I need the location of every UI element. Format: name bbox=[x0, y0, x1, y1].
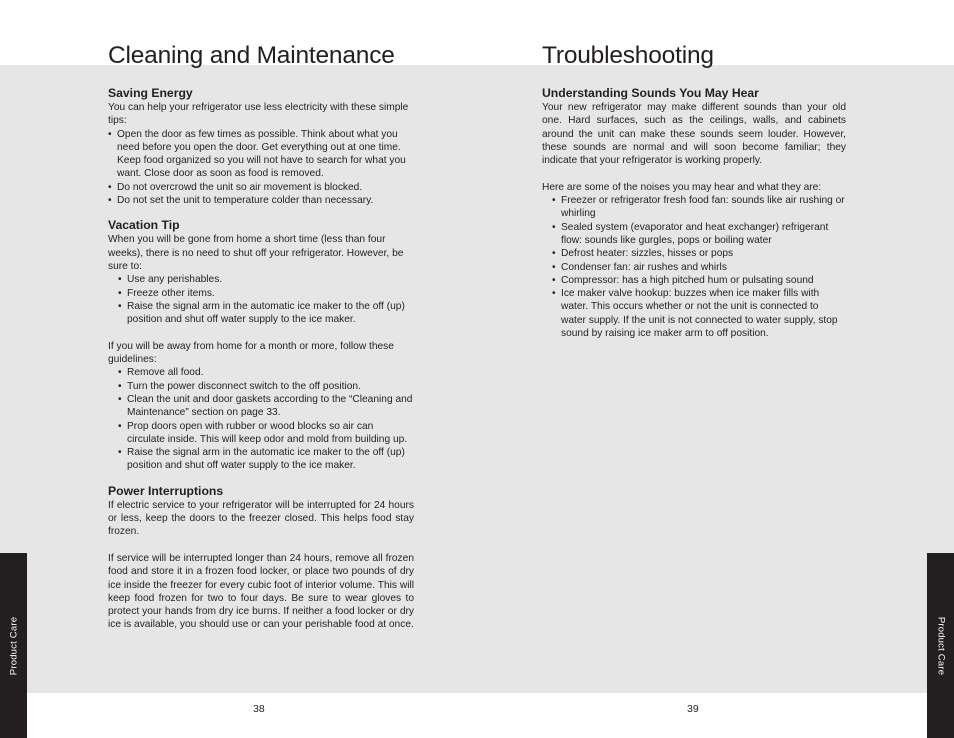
vacation-long-intro: If you will be away from home for a month or more, follow these guidelines: bbox=[108, 340, 394, 366]
left-side-tab bbox=[0, 553, 27, 738]
list-item: • Turn the power disconnect switch to the off position. bbox=[118, 380, 414, 393]
sounds-intro2: Here are some of the noises you may hear and what they are: bbox=[542, 181, 822, 193]
list-item: • Remove all food. bbox=[118, 366, 414, 379]
list-item: • Freezer or refrigerator fresh food fan: sounds like air rushing or whirling bbox=[552, 194, 846, 221]
right-side-tab-label: Product Care bbox=[935, 616, 946, 675]
saving-energy-heading: Saving Energy bbox=[108, 86, 193, 100]
vacation-tip-intro: When you will be gone from home a short time (less than four weeks), there is no need to shut off your refrigerator. However, be sure to: bbox=[108, 234, 404, 272]
list-item: • Raise the signal arm in the automatic ice maker to the off (up) position and shut off water supply to the ice maker. bbox=[118, 446, 414, 473]
list-item: • Freeze other items. bbox=[118, 287, 414, 300]
list-item: • Ice maker valve hookup: buzzes when ice maker fills with water. This occurs whether or not the unit is connected to water supply. If the unit is not connected to water supply, stop sound by raising ice maker arm to off position. bbox=[552, 287, 846, 340]
list-item: • Condenser fan: air rushes and whirls bbox=[552, 261, 846, 274]
list-item: • Sealed system (evaporator and heat exchanger) refrigerant flow: sounds like gurgles, pops or boiling water bbox=[552, 221, 846, 248]
list-item: • Prop doors open with rubber or wood blocks so air can circulate inside. This will keep odor and mold from building up. bbox=[118, 420, 414, 447]
left-page-number: 38 bbox=[253, 703, 265, 715]
sounds-intro: Your new refrigerator may make different sounds than your old one. Hard surfaces, such as the ceilings, walls, and cabinets around the unit can make these sounds seem louder. However, these sounds are normal and will soon become familiar; they indicate that your refrigerator is working properly. bbox=[542, 102, 846, 167]
list-item: • Do not overcrowd the unit so air movement is blocked. bbox=[108, 181, 414, 194]
left-side-tab-label: Product Care bbox=[8, 616, 19, 675]
list-item: • Clean the unit and door gaskets according to the “Cleaning and Maintenance” section on page 33. bbox=[118, 393, 414, 420]
list-item: • Raise the signal arm in the automatic ice maker to the off (up) position and shut off water supply to the ice maker. bbox=[118, 300, 414, 327]
vacation-tip-heading: Vacation Tip bbox=[108, 218, 180, 233]
right-page-body bbox=[542, 85, 846, 340]
list-item: • Do not set the unit to temperature colder than necessary. bbox=[108, 194, 414, 207]
right-side-tab bbox=[927, 553, 954, 738]
sounds-list bbox=[542, 194, 846, 340]
power-interruptions-p1: If electric service to your refrigerator will be interrupted for 24 hours or less, keep the doors to the freezer closed. This helps food stay frozen. bbox=[108, 499, 414, 538]
list-item: • Compressor: has a high pitched hum or pulsating sound bbox=[552, 274, 846, 287]
left-page-title: Cleaning and Maintenance bbox=[108, 42, 395, 69]
power-interruptions-heading: Power Interruptions bbox=[108, 483, 224, 498]
saving-energy-list bbox=[108, 128, 414, 208]
power-interruptions-p2: If service will be interrupted longer than 24 hours, remove all frozen food and store it in a frozen food locker, or place two pounds of dry ice inside the freezer for every cubic foot of interior volume. This will keep food frozen for two to four days. Be sure to wear gloves to protect your hands from dry ice burns. If neither a food locker or dry ice is available, you should use or can your perishable food at once. bbox=[108, 552, 414, 631]
list-item: • Use any perishables. bbox=[118, 273, 414, 286]
left-page-body bbox=[108, 85, 414, 632]
saving-energy-intro: You can help your refrigerator use less electricity with these simple tips: bbox=[108, 102, 409, 127]
list-item: • Defrost heater: sizzles, hisses or pops bbox=[552, 247, 846, 260]
right-page-title: Troubleshooting bbox=[542, 42, 714, 69]
right-page-number: 39 bbox=[687, 703, 699, 715]
list-item: • Open the door as few times as possible. Think about what you need before you open the door. Get everything out at one time. Keep food organized so you will not have to search for what you want. Close door as soon as food is removed. bbox=[108, 128, 414, 181]
sounds-heading: Understanding Sounds You May Hear bbox=[542, 86, 759, 100]
vacation-long-list bbox=[108, 366, 414, 472]
vacation-short-list bbox=[108, 273, 414, 326]
